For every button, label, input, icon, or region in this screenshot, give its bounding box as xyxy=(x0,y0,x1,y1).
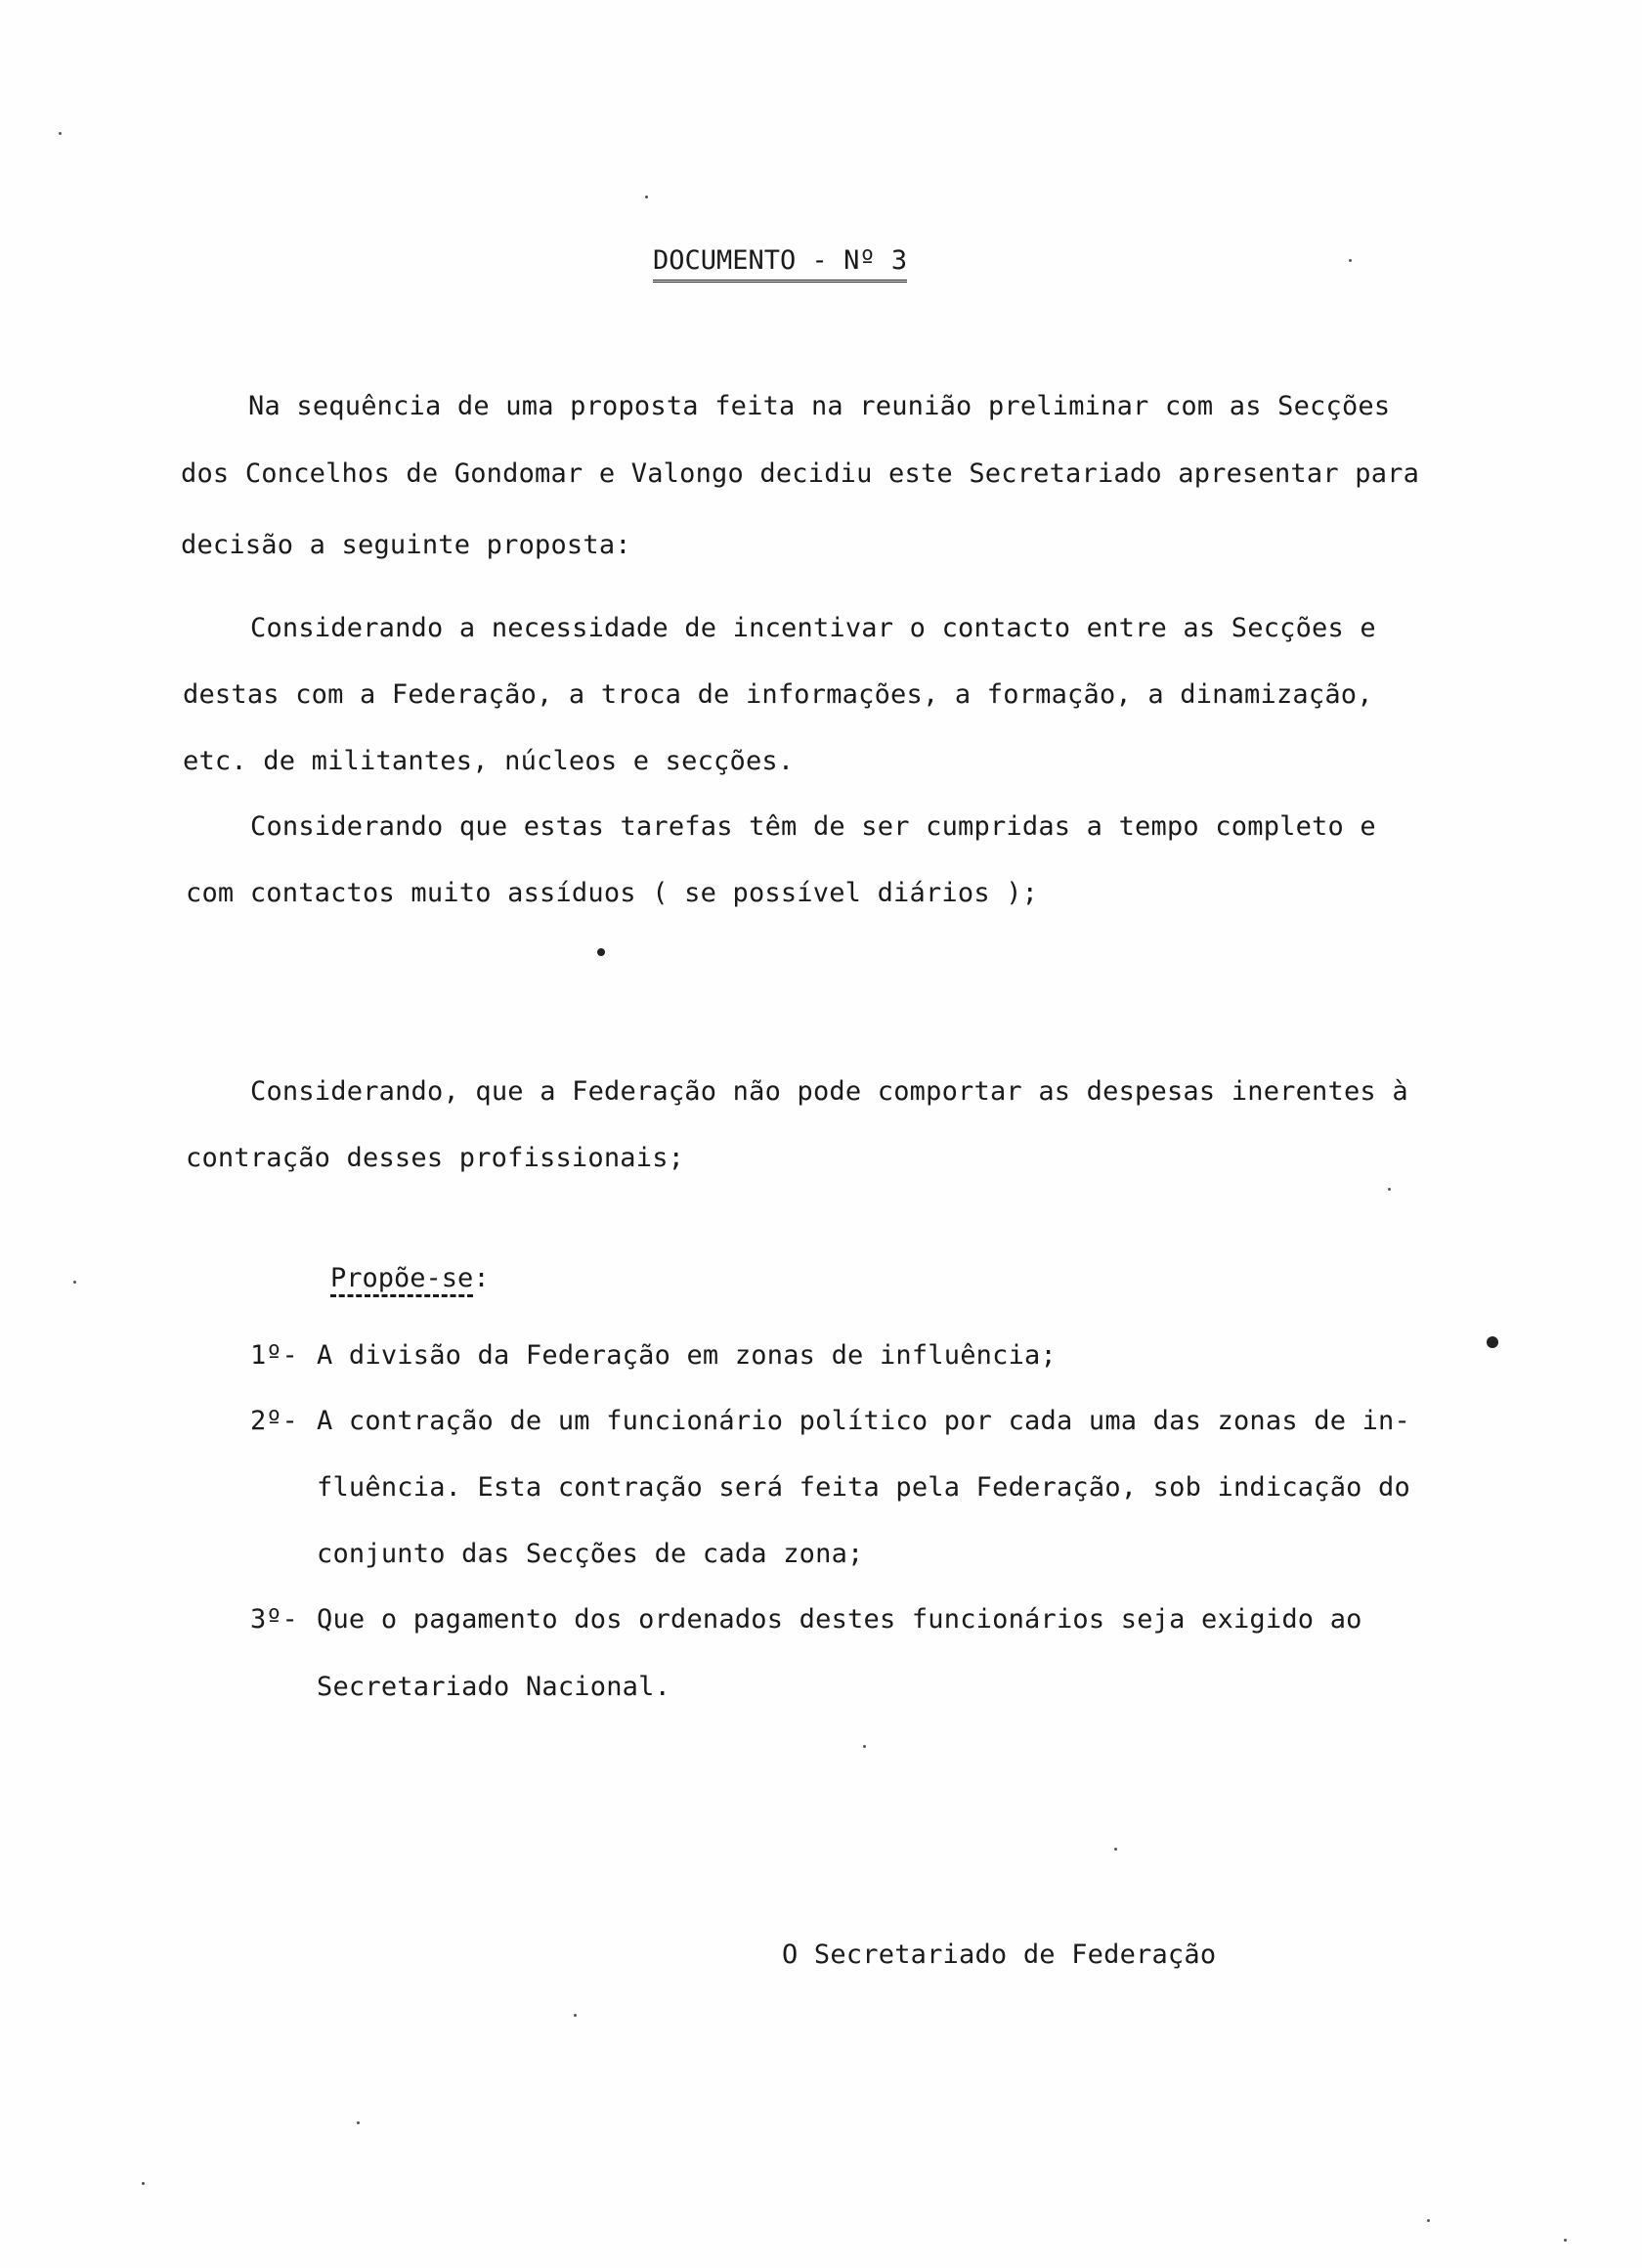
item-1-number: 1º- xyxy=(250,1340,298,1371)
proposal-heading xyxy=(330,1262,490,1295)
scan-speck xyxy=(1388,1188,1391,1191)
considerando-3-line-2: contração desses profissionais; xyxy=(186,1143,685,1173)
scan-speck xyxy=(1427,2219,1430,2222)
considerando-3-line-1: Considerando, que a Federação não pode comportar as despesas inerentes à xyxy=(250,1076,1408,1107)
scan-speck xyxy=(73,1281,76,1284)
intro-line-1: Na sequência de uma proposta feita na reunião preliminar com as Secções xyxy=(248,391,1391,421)
proposal-heading-text: Propõe-se xyxy=(330,1263,473,1297)
item-3-number: 3º- xyxy=(250,1604,298,1635)
item-2-number: 2º- xyxy=(250,1406,298,1436)
scan-speck xyxy=(142,2182,145,2185)
item-3-line-2: Secretariado Nacional. xyxy=(317,1672,671,1702)
considerando-1-line-3: etc. de militantes, núcleos e secções. xyxy=(183,746,795,776)
scan-speck xyxy=(59,132,62,135)
scan-blot-2 xyxy=(597,948,605,956)
scan-speck xyxy=(645,196,648,198)
item-3-line-1: Que o pagamento dos ordenados destes funcionários seja exigido ao xyxy=(317,1604,1362,1635)
item-2-line-1: A contração de um funcionário político por cada uma das zonas de in- xyxy=(317,1406,1410,1436)
item-1-line-1: A divisão da Federação em zonas de influência; xyxy=(317,1340,1057,1371)
considerando-1-line-2: destas com a Federação, a troca de informações, a formação, a dinamização, xyxy=(183,679,1373,710)
document-title: DOCUMENTO - Nº 3 xyxy=(653,244,907,283)
scan-speck xyxy=(863,1745,866,1748)
scan-speck xyxy=(1114,1848,1117,1851)
considerando-2-line-2: com contactos muito assíduos ( se possível diários ); xyxy=(186,878,1039,908)
scan-speck xyxy=(357,2121,360,2124)
considerando-2-line-1: Considerando que estas tarefas têm de ser cumpridas a tempo completo e xyxy=(250,811,1376,842)
considerando-1-line-1: Considerando a necessidade de incentivar o contacto entre as Secções e xyxy=(250,613,1376,643)
intro-line-2: dos Concelhos de Gondomar e Valongo decidiu este Secretariado apresentar para xyxy=(181,458,1420,489)
item-2-line-2: fluência. Esta contração será feita pela Federação, sob indicação do xyxy=(317,1472,1410,1503)
scan-speck xyxy=(1564,2239,1567,2242)
item-2-line-3: conjunto das Secções de cada zona; xyxy=(317,1539,864,1569)
scan-speck xyxy=(1349,259,1352,262)
scan-blot xyxy=(1487,1336,1498,1348)
proposal-heading-colon: : xyxy=(473,1263,490,1293)
signature: O Secretariado de Federação xyxy=(782,1940,1217,1970)
scan-speck xyxy=(574,2014,577,2017)
intro-line-3: decisão a seguinte proposta: xyxy=(181,530,631,560)
